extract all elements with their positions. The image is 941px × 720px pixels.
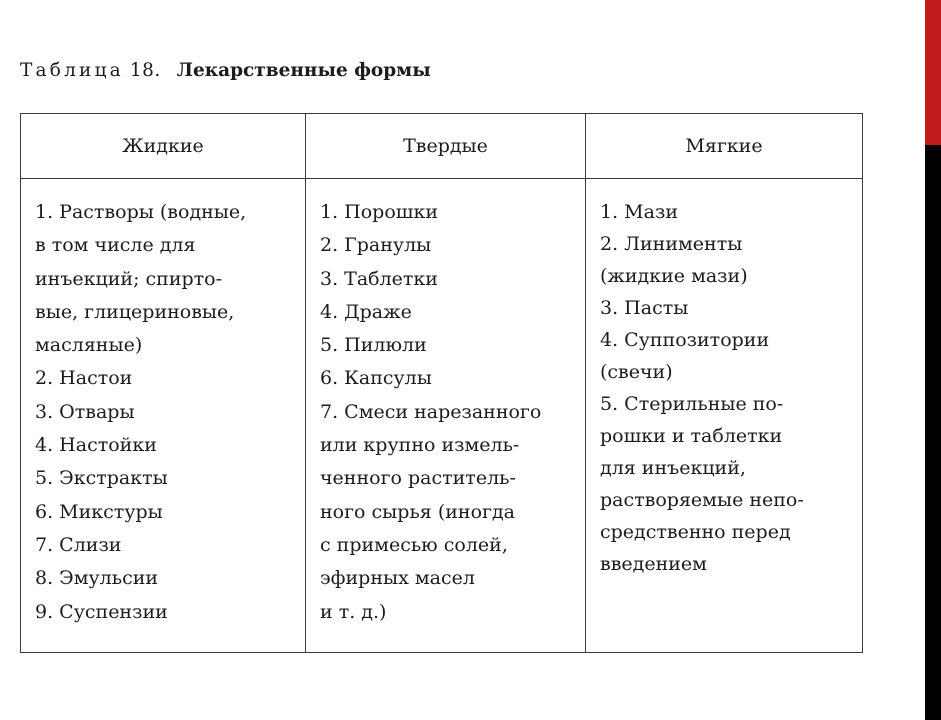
list-line: 1. Порошки <box>320 201 438 223</box>
list-line: с примесью солей, <box>320 533 508 556</box>
list-line: 3. Таблетки <box>320 267 438 290</box>
list-line: 5. Стерильные по- <box>600 393 784 415</box>
liquid-forms-cell <box>21 179 306 653</box>
right-edge-strip <box>925 0 941 720</box>
list-line: ного сырья (иногда <box>320 500 515 523</box>
list-line: эфирных масел <box>320 567 475 590</box>
list-line: средственно перед <box>600 521 791 543</box>
list-line: 3. Отвары <box>35 400 135 423</box>
list-line: 4. Суппозитории <box>600 329 770 351</box>
list-line: 1. Растворы (водные, <box>35 201 247 223</box>
list-line: и т. д.) <box>320 600 387 623</box>
list-line: (жидкие мази) <box>600 265 748 287</box>
list-line: 1. Мази <box>600 201 678 223</box>
caption-label: Таблица <box>20 60 124 81</box>
list-line: 6. Микстуры <box>35 500 163 523</box>
list-line: (свечи) <box>600 361 673 383</box>
soft-forms-cell <box>586 179 863 653</box>
list-line: 2. Линименты <box>600 233 743 255</box>
list-line: инъекций; спирто- <box>35 267 223 290</box>
list-line: или крупно измель- <box>320 434 520 457</box>
list-line: 7. Слизи <box>35 533 122 556</box>
list-line: в том числе для <box>35 234 196 257</box>
dosage-forms-table <box>20 113 863 653</box>
header-solid: Твердые <box>306 114 586 179</box>
list-line: вые, глицериновые, <box>35 300 235 323</box>
list-line: рошки и таблетки <box>600 425 783 447</box>
caption-title: Лекарственные формы <box>176 60 431 81</box>
list-line: 5. Экстракты <box>35 467 168 490</box>
soft-forms-list <box>600 196 862 580</box>
list-line: для инъекций, <box>600 457 746 479</box>
list-line: 2. Настои <box>35 367 133 390</box>
table-body-row <box>21 179 863 653</box>
header-soft: Мягкие <box>586 114 863 179</box>
list-line: 2. Гранулы <box>320 234 432 257</box>
solid-forms-cell <box>306 179 586 653</box>
list-line: 8. Эмульсии <box>35 567 159 590</box>
list-line: масляные) <box>35 334 143 357</box>
header-liquid: Жидкие <box>21 114 306 179</box>
liquid-forms-list <box>35 196 305 629</box>
list-line: введением <box>600 553 707 575</box>
table-caption <box>20 60 431 81</box>
list-line: растворяемые непо- <box>600 489 804 511</box>
list-line: 9. Суспензии <box>35 600 168 623</box>
list-line: 7. Смеси нарезанного <box>320 400 542 423</box>
list-line: 4. Драже <box>320 300 412 323</box>
solid-forms-list <box>320 196 585 629</box>
list-line: 3. Пасты <box>600 297 689 319</box>
caption-number: 18. <box>129 60 161 81</box>
red-accent-bar <box>925 0 941 145</box>
table-header-row <box>21 114 863 179</box>
list-line: 4. Настойки <box>35 434 157 457</box>
list-line: 6. Капсулы <box>320 367 432 390</box>
list-line: 5. Пилюли <box>320 334 427 357</box>
list-line: ченного раститель- <box>320 467 516 490</box>
